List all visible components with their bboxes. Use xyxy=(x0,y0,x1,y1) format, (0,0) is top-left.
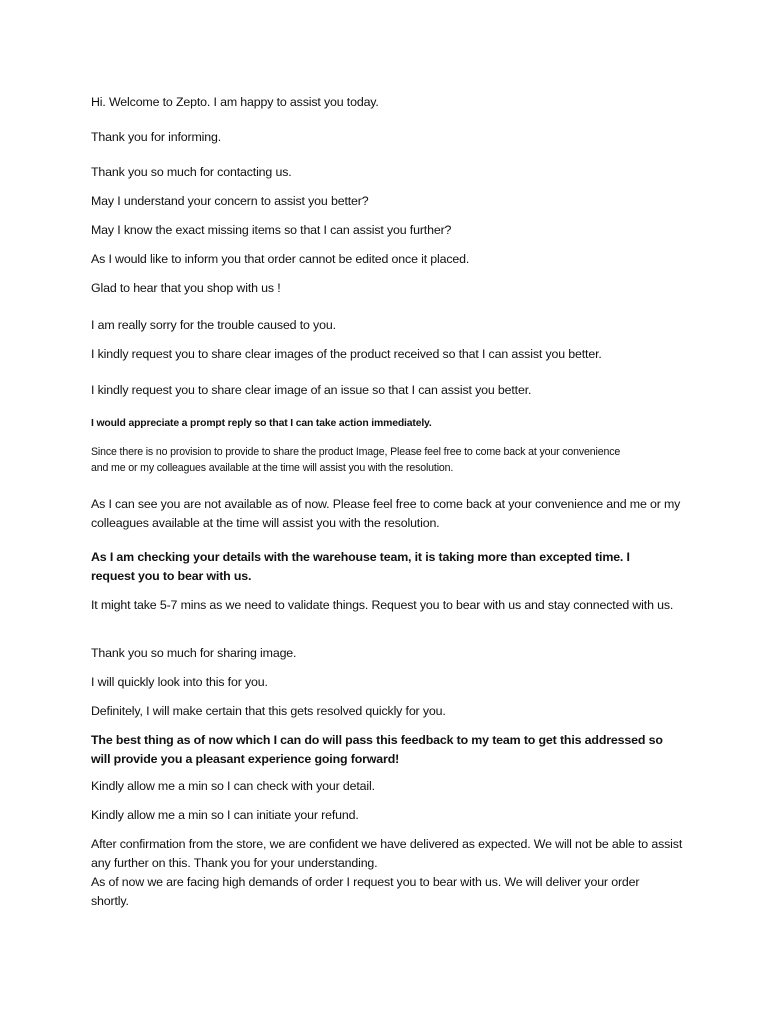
check-detail-line: Kindly allow me a min so I can check with your detail. xyxy=(91,779,375,793)
thank-you-informing-line: Thank you for informing. xyxy=(91,130,222,144)
initiate-refund-line: Kindly allow me a min so I can initiate your refund. xyxy=(91,808,359,822)
thanks-sharing-image-line: Thank you so much for sharing image. xyxy=(91,646,297,660)
prompt-reply-line: I would appreciate a prompt reply so that I can take action immediately. xyxy=(91,418,432,429)
sorry-trouble-line: I am really sorry for the trouble caused to you. xyxy=(91,318,336,332)
request-product-images-line: I kindly request you to share clear images of the product received so that I can assist you better. xyxy=(91,347,602,361)
store-confirmation-paragraph: After confirmation from the store, we are confident we have delivered as expected. We will not be able to assist any further on this. Thank you for your understanding. xyxy=(91,837,683,870)
no-provision-paragraph: Since there is no provision to provide to share the product Image, Please feel free to come back at your convenience and me or my colleagues available at the time will assist you with the resolution. xyxy=(91,446,621,474)
request-issue-image-line: I kindly request you to share clear image of an issue so that I can assist you better. xyxy=(91,383,532,397)
understand-concern-line: May I understand your concern to assist you better? xyxy=(91,194,369,208)
order-not-editable-line: As I would like to inform you that order cannot be edited once it placed. xyxy=(91,252,470,266)
feedback-paragraph: The best thing as of now which I can do will pass this feedback to my team to get this addressed so will provide you a pleasant experience going forward! xyxy=(91,733,663,766)
validation-time-paragraph: It might take 5-7 mins as we need to validate things. Request you to bear with us and stay connected with us. xyxy=(91,598,674,612)
quick-look-line: I will quickly look into this for you. xyxy=(91,675,268,689)
resolve-quickly-line: Definitely, I will make certain that this gets resolved quickly for you. xyxy=(91,704,446,718)
thank-you-contacting-line: Thank you so much for contacting us. xyxy=(91,165,292,179)
not-available-paragraph: As I can see you are not available as of now. Please feel free to come back at your convenience and me or my colleagues available at the time will assist you with the resolution. xyxy=(91,497,681,530)
missing-items-line: May I know the exact missing items so that I can assist you further? xyxy=(91,223,452,237)
welcome-line: Hi. Welcome to Zepto. I am happy to assist you today. xyxy=(91,95,379,109)
high-demand-paragraph: As of now we are facing high demands of order I request you to bear with us. We will deliver your order shortly. xyxy=(91,875,640,908)
glad-to-hear-line: Glad to hear that you shop with us ! xyxy=(91,281,281,295)
warehouse-check-paragraph: As I am checking your details with the warehouse team, it is taking more than excepted time. I request you to bear with us. xyxy=(91,550,630,583)
